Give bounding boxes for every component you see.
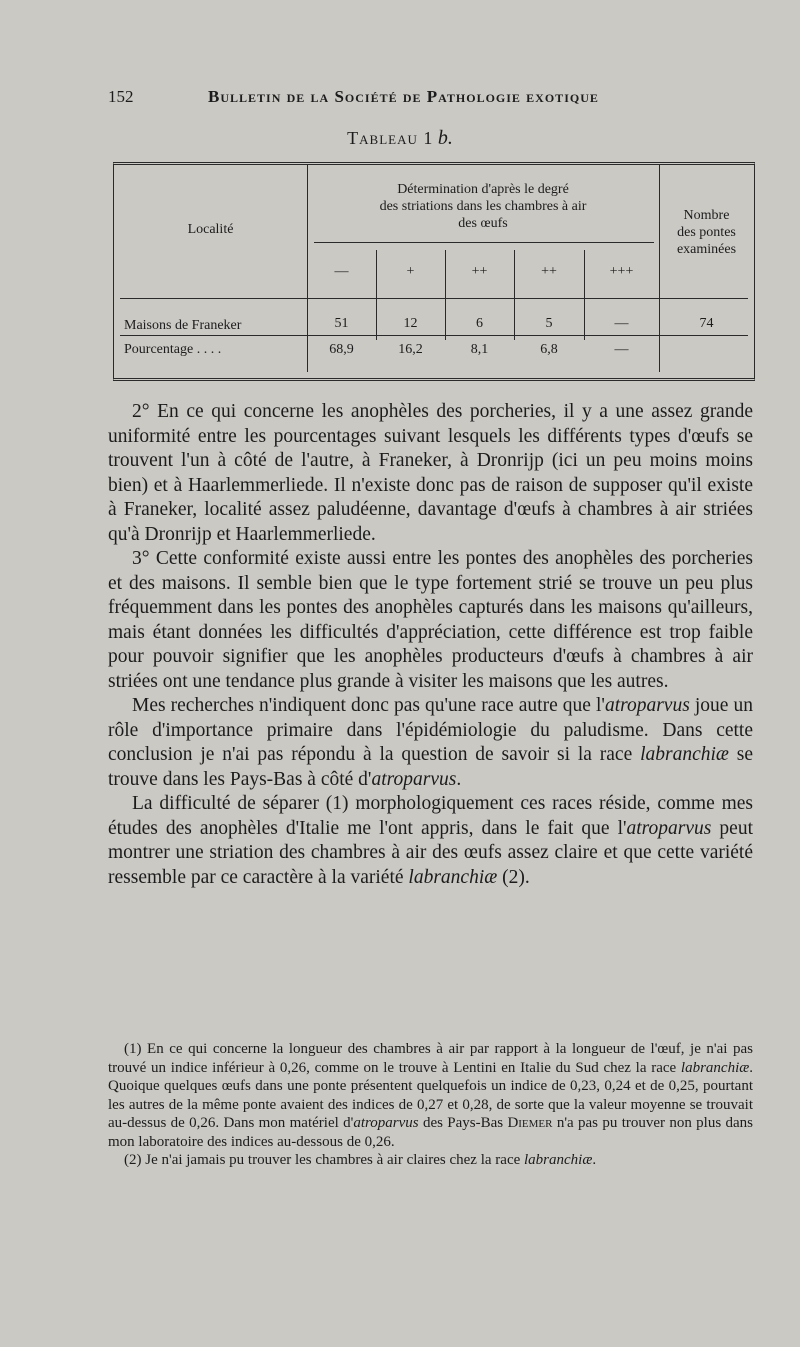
header-group-line: des striations dans les chambres à air [379,199,587,214]
text-run: des Pays-Bas [418,1115,508,1131]
table-cell: — [614,316,629,331]
species-name: atroparvus [626,817,712,839]
header-rule [120,298,748,299]
table-cell: 12 [403,316,418,331]
header-group-line: Détermination d'après le degré [397,182,569,197]
table-cell: 51 [334,316,349,331]
text-run: (2). [497,866,530,888]
table-cell: 5 [545,316,553,331]
table-caption-suffix: b. [437,127,453,149]
header-localite: Localité [187,222,234,237]
text-run: (2) Je n'ai jamais pu trouver les chambres à air claires chez la race [124,1152,525,1168]
paragraph [108,792,753,890]
subcol-header: — [334,264,349,279]
text-run: se trouve dans les Pays-Bas à côté d' [108,744,753,790]
body-text [108,400,753,890]
footnotes [108,1040,753,1170]
species-name: atroparvus [371,768,457,790]
paragraph [108,694,753,792]
footnote-2 [108,1151,753,1170]
table-caption-label: Tableau 1 [347,128,434,148]
subcol-header: +++ [609,264,634,279]
journal-title: Bulletin de la Société de Pathologie exotique [208,87,599,106]
header-nombre-line: Nombre [683,208,730,223]
text-run: . [592,1152,597,1168]
text-run: Mes recherches n'indiquent donc pas qu'une race autre que l' [132,695,605,716]
species-name: atroparvus [353,1115,419,1131]
paragraph: 3° Cette conformité existe aussi entre les pontes des anophèles des porcheries et des maisons. Il semble bien que le type fortement strié se trouve un peu plus fréquemment dans les pontes des anophèles capturés dans les maisons qu'ailleurs, mais étant données les difficultés d'appréciation, cette différence est trop faible pour pouvoir signifier que les anophèles producteurs d'œufs à chambres à air striées ont une tendance plus grande à visiter les maisons que les autres. [108,548,753,692]
subcol-header: ++ [541,264,557,279]
text-run: La difficulté de séparer (1) morphologiquement ces races réside, comme mes études des anophèles d'Italie me l'ont appris, dans le fait que l' [108,793,753,839]
table-cell: 8,1 [470,342,489,357]
footnote-1 [108,1040,753,1151]
species-name: atroparvus [604,695,690,716]
header-nombre-line: des pontes [677,225,736,240]
page-number: 152 [108,87,134,106]
author-name: Diemer [507,1115,553,1131]
text-run: n'a pas pu trouver non plus dans mon laboratoire des indices au-dessous de 0,26. [108,1115,754,1150]
header-group-line: des œufs [458,216,508,231]
species-name: labranchiæ [408,866,498,888]
table-caption [0,127,800,150]
text-run: (1) En ce qui concerne la longueur des chambres à air par rapport à la longueur de l'œuf, je n'ai pas trouvé un indice inférieur à 0,26, comme on le trouve à Lentini en Italie du Sud chez la race [108,1041,753,1076]
table-cell: 6 [476,316,483,331]
subcol-header: + [406,264,415,279]
header-group [307,181,659,232]
row-label: Pourcentage . . . . [124,342,222,357]
running-head [108,87,760,109]
paragraph: 2° En ce qui concerne les anophèles des porcheries, il y a une assez grande uniformité entre les pourcentages suivant lesquels les différents types d'œufs se trouvent l'un à côté de l'autre, à Franeker, à Dronrijp (ici un peu moins moins bien) et à Haarlemmerliede. Il n'existe donc pas de raison de supposer qu'il existe à Franeker, localité assez paludéenne, davantage d'œufs à chambres à air striées qu'à Dronrijp et Haarlemmerliede. [108,401,753,545]
species-name: labranchiæ [680,1059,750,1076]
header-nombre-line: examinées [676,242,737,257]
species-name: labranchiæ [640,744,729,765]
table-cell: 68,9 [329,342,354,357]
header-nombre [659,207,754,258]
table-cell: 6,8 [540,342,558,357]
subcol-header: ++ [471,264,488,279]
row-rule [120,335,748,336]
species-name: labranchiæ [524,1152,593,1168]
text-run: peut montrer une striation des chambres à air des œufs assez claire et que cette variété ressemble par ce caractère à la variété [108,817,753,888]
text-run: joue un rôle d'importance primaire dans l'épidémiologie du paludisme. Dans cette conclusion je n'ai pas répondu à la question de savoir si la race [108,695,753,765]
brace-line [314,242,654,243]
table-cell-total: 74 [699,316,714,331]
data-table [113,162,755,381]
text-run: . Quoique quelques œufs dans une ponte présentent quelquefois un indice de 0,23, 0,24 et de 0,25, pourtant les autres de la même ponte avaient des indices de 0,27 et 0,28, de sorte que la valeur moyenne se trouvait au-dessus de 0,26. Dans mon matériel d' [108,1059,753,1131]
text-run: . [456,768,462,790]
table-cell: 16,2 [398,342,423,357]
table-divider [659,165,660,372]
row-label: Maisons de Franeker [124,318,242,333]
table-cell: — [614,342,629,357]
